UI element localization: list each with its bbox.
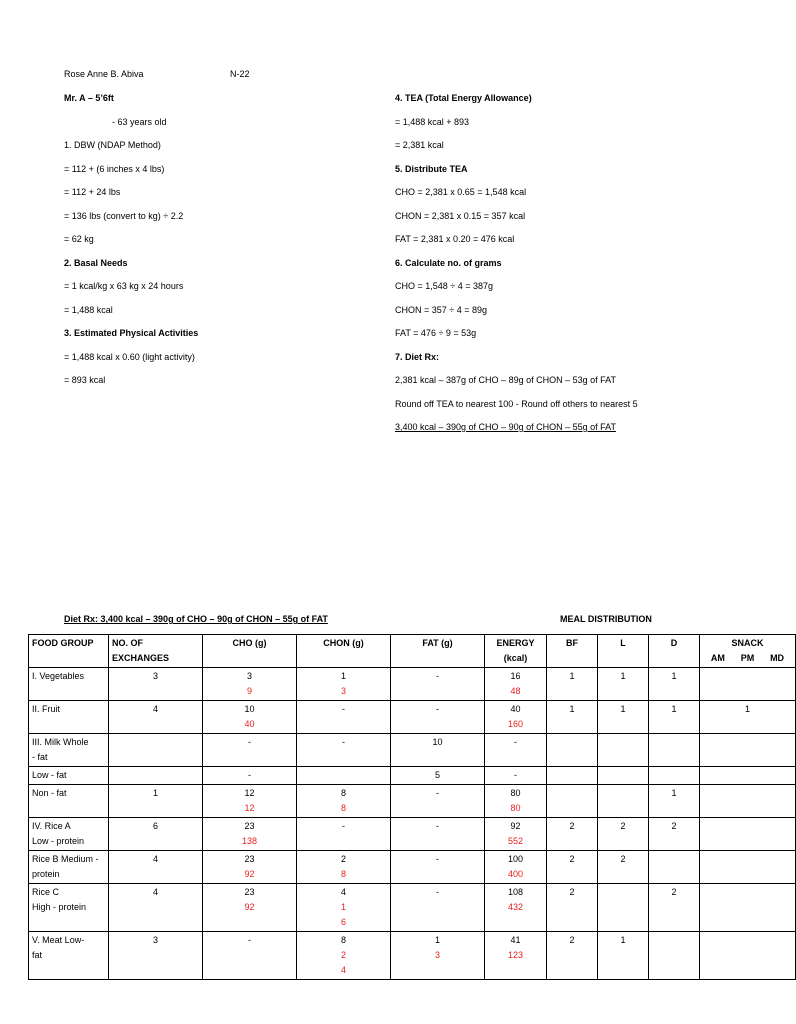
table-header-row [29, 635, 796, 668]
header-snack-am: AM [710, 653, 725, 663]
table-row [29, 785, 796, 818]
chon-cell: - [297, 818, 391, 851]
food-group-cell: Low - fat [29, 767, 109, 785]
chon-cell: - [297, 734, 391, 767]
right-calc-line: 5. Distribute TEA [395, 163, 468, 174]
exchanges-cell [109, 767, 203, 785]
energy-cell: 41 123 [485, 932, 547, 980]
right-calc-line: 2,381 kcal – 387g of CHO – 89g of CHON – 53g of FAT [395, 375, 616, 385]
author-name: Rose Anne B. Abiva [64, 69, 144, 79]
food-group-cell: III. Milk Whole - fat [29, 734, 109, 767]
snack-cell: 1 [700, 701, 796, 734]
bf-cell: 2 [547, 932, 598, 980]
lunch-cell: 2 [598, 818, 649, 851]
food-group-cell: Non - fat [29, 785, 109, 818]
food-group-cell: IV. Rice A Low - protein [29, 818, 109, 851]
header-fat: FAT (g) [391, 635, 485, 668]
energy-cell: - [485, 734, 547, 767]
bf-cell: 2 [547, 884, 598, 932]
left-calc-line: 2. Basal Needs [64, 257, 128, 268]
right-calc-line: CHON = 357 ÷ 4 = 89g [395, 304, 487, 315]
bf-cell: 2 [547, 818, 598, 851]
exchanges-cell: 4 [109, 701, 203, 734]
right-calc-line: FAT = 476 ÷ 9 = 53g [395, 328, 477, 338]
snack-cell [700, 734, 796, 767]
energy-cell: 80 80 [485, 785, 547, 818]
lunch-cell: 2 [598, 851, 649, 884]
cho-cell: 23 92 [203, 851, 297, 884]
energy-cell: 40 160 [485, 701, 547, 734]
left-calc-line: 3. Estimated Physical Activities [64, 328, 199, 338]
chon-cell: 8 8 [297, 785, 391, 818]
bf-cell [547, 767, 598, 785]
left-calc-line: = 112 + (6 inches x 4 lbs) [64, 163, 165, 174]
left-calc-line: = 112 + 24 lbs [64, 187, 121, 197]
right-calc-line: 4. TEA (Total Energy Allowance) [395, 93, 532, 103]
cho-cell: - [203, 734, 297, 767]
energy-cell: 108 432 [485, 884, 547, 932]
left-calc-line: = 62 kg [64, 234, 94, 244]
cho-cell: 12 12 [203, 785, 297, 818]
table-row [29, 734, 796, 767]
header-l: L [598, 635, 649, 668]
chon-cell: 4 1 6 [297, 884, 391, 932]
snack-cell [700, 818, 796, 851]
cho-cell: 23 92 [203, 884, 297, 932]
lunch-cell [598, 767, 649, 785]
diet-table [28, 634, 796, 980]
lunch-cell [598, 734, 649, 767]
author-code: N-22 [230, 69, 250, 79]
dinner-cell: 2 [649, 884, 700, 932]
fat-cell: - [391, 785, 485, 818]
lunch-cell: 1 [598, 701, 649, 734]
fat-cell: 10 [391, 734, 485, 767]
header-cho: CHO (g) [203, 635, 297, 668]
right-calc-line: 3,400 kcal – 390g of CHO – 90g of CHON – 55g of FAT [395, 422, 616, 432]
exchanges-cell: 4 [109, 851, 203, 884]
header-food-group: FOOD GROUP [29, 635, 109, 668]
left-calc-line: = 1,488 kcal x 0.60 (light activity) [64, 351, 195, 362]
left-calc-line: = 1 kcal/kg x 63 kg x 24 hours [64, 281, 184, 291]
lunch-cell: 1 [598, 668, 649, 701]
table-row [29, 668, 796, 701]
fat-cell: 5 [391, 767, 485, 785]
energy-cell: 100 400 [485, 851, 547, 884]
fat-cell: - [391, 818, 485, 851]
snack-cell [700, 668, 796, 701]
fat-cell: - [391, 851, 485, 884]
table-row [29, 932, 796, 980]
cho-cell: 10 40 [203, 701, 297, 734]
food-group-cell: Rice C High - protein [29, 884, 109, 932]
meal-distribution-title: MEAL DISTRIBUTION [560, 614, 652, 624]
left-calc-line: = 1,488 kcal [64, 304, 113, 315]
bf-cell: 2 [547, 851, 598, 884]
cho-cell: 23 138 [203, 818, 297, 851]
table-title: Diet Rx: 3,400 kcal – 390g of CHO – 90g of CHON – 55g of FAT [64, 614, 328, 624]
snack-cell [700, 785, 796, 818]
bf-cell: 1 [547, 701, 598, 734]
energy-cell: 92 552 [485, 818, 547, 851]
dinner-cell [649, 932, 700, 980]
header-snack-md: MD [770, 653, 785, 663]
right-calc-line: CHO = 2,381 x 0.65 = 1,548 kcal [395, 187, 527, 197]
bf-cell [547, 734, 598, 767]
right-calc-line: = 2,381 kcal [395, 140, 444, 150]
cho-cell: - [203, 932, 297, 980]
left-calc-line: = 893 kcal [64, 375, 106, 385]
right-calc-line: = 1,488 kcal + 893 [395, 116, 470, 127]
energy-cell: 16 48 [485, 668, 547, 701]
chon-cell: 1 3 [297, 668, 391, 701]
food-group-cell: I. Vegetables [29, 668, 109, 701]
chon-cell: - [297, 701, 391, 734]
right-calc-line: 6. Calculate no. of grams [395, 257, 502, 268]
right-calc-line: Round off TEA to nearest 100 - Round off others to nearest 5 [395, 398, 638, 409]
dinner-cell [649, 767, 700, 785]
cho-cell: - [203, 767, 297, 785]
snack-cell [700, 932, 796, 980]
chon-cell [297, 767, 391, 785]
food-group-cell: V. Meat Low- fat [29, 932, 109, 980]
left-calc-line: Mr. A – 5’6ft [64, 93, 114, 103]
exchanges-cell: 1 [109, 785, 203, 818]
lunch-cell: 1 [598, 932, 649, 980]
exchanges-cell: 3 [109, 668, 203, 701]
dinner-cell [649, 851, 700, 884]
dinner-cell: 1 [649, 668, 700, 701]
food-group-cell: II. Fruit [29, 701, 109, 734]
table-row [29, 884, 796, 932]
table-row [29, 767, 796, 785]
exchanges-cell: 4 [109, 884, 203, 932]
left-calc-line: = 136 lbs (convert to kg) ÷ 2.2 [64, 210, 184, 221]
dinner-cell: 2 [649, 818, 700, 851]
lunch-cell [598, 884, 649, 932]
energy-cell: - [485, 767, 547, 785]
cho-cell: 3 9 [203, 668, 297, 701]
left-calc-line: - 63 years old [112, 116, 167, 127]
right-calc-line: CHO = 1,548 ÷ 4 = 387g [395, 281, 494, 291]
lunch-cell [598, 785, 649, 818]
fat-cell: - [391, 701, 485, 734]
table-row [29, 701, 796, 734]
snack-cell [700, 851, 796, 884]
fat-cell: - [391, 668, 485, 701]
header-d: D [649, 635, 700, 668]
chon-cell: 2 8 [297, 851, 391, 884]
exchanges-cell [109, 734, 203, 767]
header-snack: SNACK AM PM MD [700, 635, 796, 668]
header-energy: ENERGY (kcal) [485, 635, 547, 668]
bf-cell: 1 [547, 668, 598, 701]
header-snack-pm: PM [740, 653, 755, 663]
table-row [29, 851, 796, 884]
table-row [29, 818, 796, 851]
fat-cell: 1 3 [391, 932, 485, 980]
bf-cell [547, 785, 598, 818]
exchanges-cell: 3 [109, 932, 203, 980]
right-calc-line: CHON = 2,381 x 0.15 = 357 kcal [395, 210, 526, 221]
right-calc-line: FAT = 2,381 x 0.20 = 476 kcal [395, 234, 515, 244]
exchanges-cell: 6 [109, 818, 203, 851]
header-chon: CHON (g) [297, 635, 391, 668]
header-bf: BF [547, 635, 598, 668]
dinner-cell: 1 [649, 701, 700, 734]
right-calc-line: 7. Diet Rx: [395, 351, 440, 362]
left-calc-line: 1. DBW (NDAP Method) [64, 140, 161, 150]
food-group-cell: Rice B Medium - protein [29, 851, 109, 884]
header-exchanges: NO. OF EXCHANGES [109, 635, 203, 668]
dinner-cell [649, 734, 700, 767]
snack-cell [700, 767, 796, 785]
snack-cell [700, 884, 796, 932]
dinner-cell: 1 [649, 785, 700, 818]
chon-cell: 8 2 4 [297, 932, 391, 980]
fat-cell: - [391, 884, 485, 932]
